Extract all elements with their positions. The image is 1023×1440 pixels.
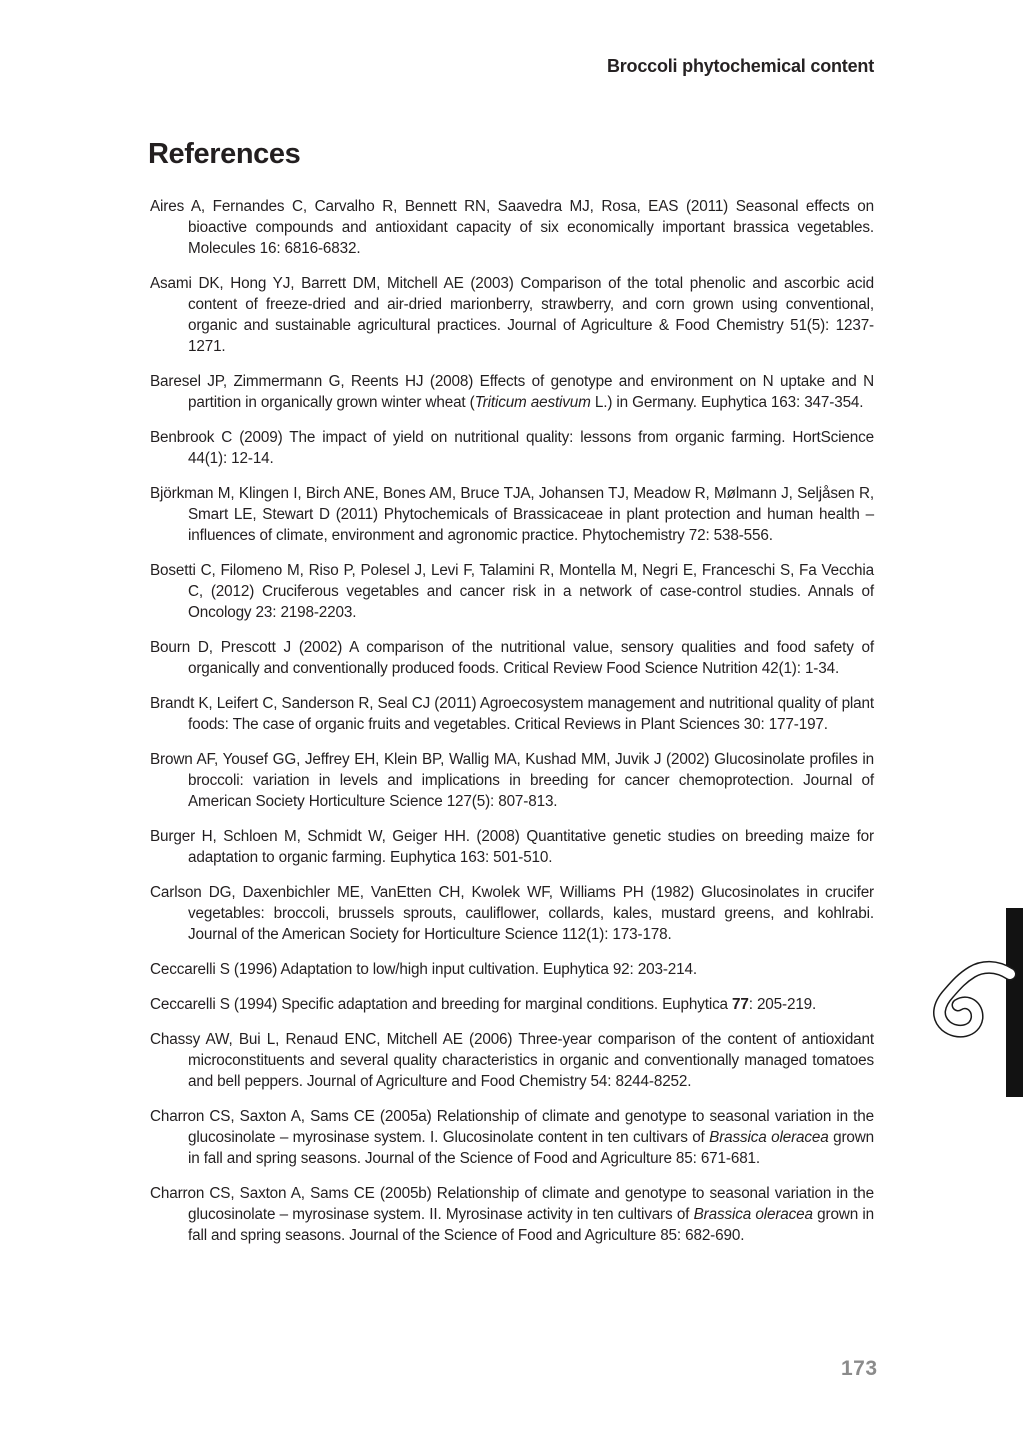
reference-text-segment: Ceccarelli S (1996) Adaptation to low/high input cultivation. Euphytica 92: 203-214.: [150, 961, 697, 978]
reference-text-segment: Brassica oleracea: [693, 1206, 813, 1223]
reference-text-segment: : 205-219.: [748, 996, 817, 1013]
reference-entry: [150, 1183, 874, 1246]
reference-text-segment: Triticum aestivum: [474, 394, 591, 411]
reference-entry: [150, 826, 874, 868]
reference-entry: [150, 560, 874, 623]
reference-text-segment: Charron CS, Saxton A, Sams CE (2005b) Relationship of climate and genotype to seasonal variation in the glucosinolate – myrosinase system. II. Myrosinase activity in ten cultivars of: [150, 1185, 874, 1223]
reference-text-segment: Carlson DG, Daxenbichler ME, VanEtten CH, Kwolek WF, Williams PH (1982) Glucosinolates in crucifer vegetables: broccoli, brussels sprouts, cauliflower, collards, kales, mustard greens, and kohlrabi. Journal of the American Society for Horticulture Science 112(1): 173-178.: [150, 884, 874, 943]
reference-entry: [150, 637, 874, 679]
reference-text-segment: Bosetti C, Filomeno M, Riso P, Polesel J, Levi F, Talamini R, Montella M, Negri E, Franceschi S, Fa Vecchia C, (2012) Cruciferous vegetables and cancer risk in a network of case-control studies. Annals of Oncology 23: 2198-2203.: [150, 562, 874, 621]
reference-entry: [150, 749, 874, 812]
running-header: Broccoli phytochemical content: [606, 56, 874, 76]
reference-entry: [150, 693, 874, 735]
reference-text-segment: grown in fall and spring seasons. Journal of the Science of Food and Agriculture 85: 671-681.: [188, 1129, 874, 1167]
page-number: 173: [841, 1357, 878, 1380]
reference-entry: [150, 1029, 874, 1092]
page-title: References: [148, 138, 301, 170]
reference-text-segment: Brandt K, Leifert C, Sanderson R, Seal CJ (2011) Agroecosystem management and nutritional quality of plant foods: The case of organic fruits and vegetables. Critical Reviews in Plant Sciences 30: 177-197.: [150, 695, 874, 733]
reference-text-segment: L.) in Germany. Euphytica 163: 347-354.: [590, 394, 864, 411]
reference-text-segment: Burger H, Schloen M, Schmidt W, Geiger HH. (2008) Quantitative genetic studies on breeding maize for adaptation to organic farming. Euphytica 163: 501-510.: [150, 828, 874, 866]
reference-entry: [150, 371, 874, 413]
reference-entry: [150, 959, 874, 980]
reference-text-segment: Bourn D, Prescott J (2002) A comparison of the nutritional value, sensory qualities and food safety of organically and conventionally produced foods. Critical Review Food Science Nutrition 42(1): 1-34.: [150, 639, 874, 677]
reference-text-segment: Baresel JP, Zimmermann G, Reents HJ (2008) Effects of genotype and environment on N uptake and N partition in organically grown winter wheat (: [150, 373, 874, 411]
reference-entry: [150, 273, 874, 357]
reference-text-segment: Brown AF, Yousef GG, Jeffrey EH, Klein BP, Wallig MA, Kushad MM, Juvik J (2002) Glucosinolate profiles in broccoli: variation in levels and implications in breeding for cancer chemoprotection. Journal of American Society Horticulture Science 127(5): 807-813.: [150, 751, 874, 810]
reference-text-segment: grown in fall and spring seasons. Journal of the Science of Food and Agriculture 85: 682-690.: [188, 1206, 874, 1244]
reference-text-segment: Ceccarelli S (1994) Specific adaptation and breeding for marginal conditions. Euphytica: [150, 996, 733, 1013]
reference-text-segment: Benbrook C (2009) The impact of yield on nutritional quality: lessons from organic farming. HortScience 44(1): 12-14.: [150, 429, 874, 467]
reference-entry: [150, 882, 874, 945]
reference-text-segment: Aires A, Fernandes C, Carvalho R, Bennett RN, Saavedra MJ, Rosa, EAS (2011) Seasonal effects on bioactive compounds and antioxidant capacity of six economically important brassica vegetables. Molecules 16: 6816-6832.: [150, 198, 874, 257]
reference-text-segment: Charron CS, Saxton A, Sams CE (2005a) Relationship of climate and genotype to seasonal variation in the glucosinolate – myrosinase system. I. Glucosinolate content in ten cultivars of: [150, 1108, 874, 1146]
reference-text-segment: 77: [732, 996, 749, 1013]
reference-entry: [150, 427, 874, 469]
chapter-number-5-icon: [920, 958, 1020, 1042]
reference-text-segment: Asami DK, Hong YJ, Barrett DM, Mitchell AE (2003) Comparison of the total phenolic and ascorbic acid content of freeze-dried and air-dried marionberry, strawberry, and corn grown using conventional, organic and sustainable agricultural practices. Journal of Agriculture & Food Chemistry 51(5): 1237-1271.: [150, 275, 874, 355]
reference-text-segment: Chassy AW, Bui L, Renaud ENC, Mitchell AE (2006) Three-year comparison of the content of antioxidant microconstituents and several quality characteristics in organic and conventionally managed tomatoes and bell peppers. Journal of Agriculture and Food Chemistry 54: 8244-8252.: [150, 1031, 874, 1090]
reference-entry: [150, 994, 874, 1015]
reference-text-segment: Björkman M, Klingen I, Birch ANE, Bones AM, Bruce TJA, Johansen TJ, Meadow R, Mølmann J, Seljåsen R, Smart LE, Stewart D (2011) Phytochemicals of Brassicaceae in plant protection and human health – influences of climate, environment and agronomic practice. Phytochemistry 72: 538-556.: [150, 485, 874, 544]
reference-text-segment: Brassica oleracea: [709, 1129, 829, 1146]
reference-entry: [150, 483, 874, 546]
references-list: [150, 196, 874, 1260]
reference-entry: [150, 196, 874, 259]
reference-entry: [150, 1106, 874, 1169]
